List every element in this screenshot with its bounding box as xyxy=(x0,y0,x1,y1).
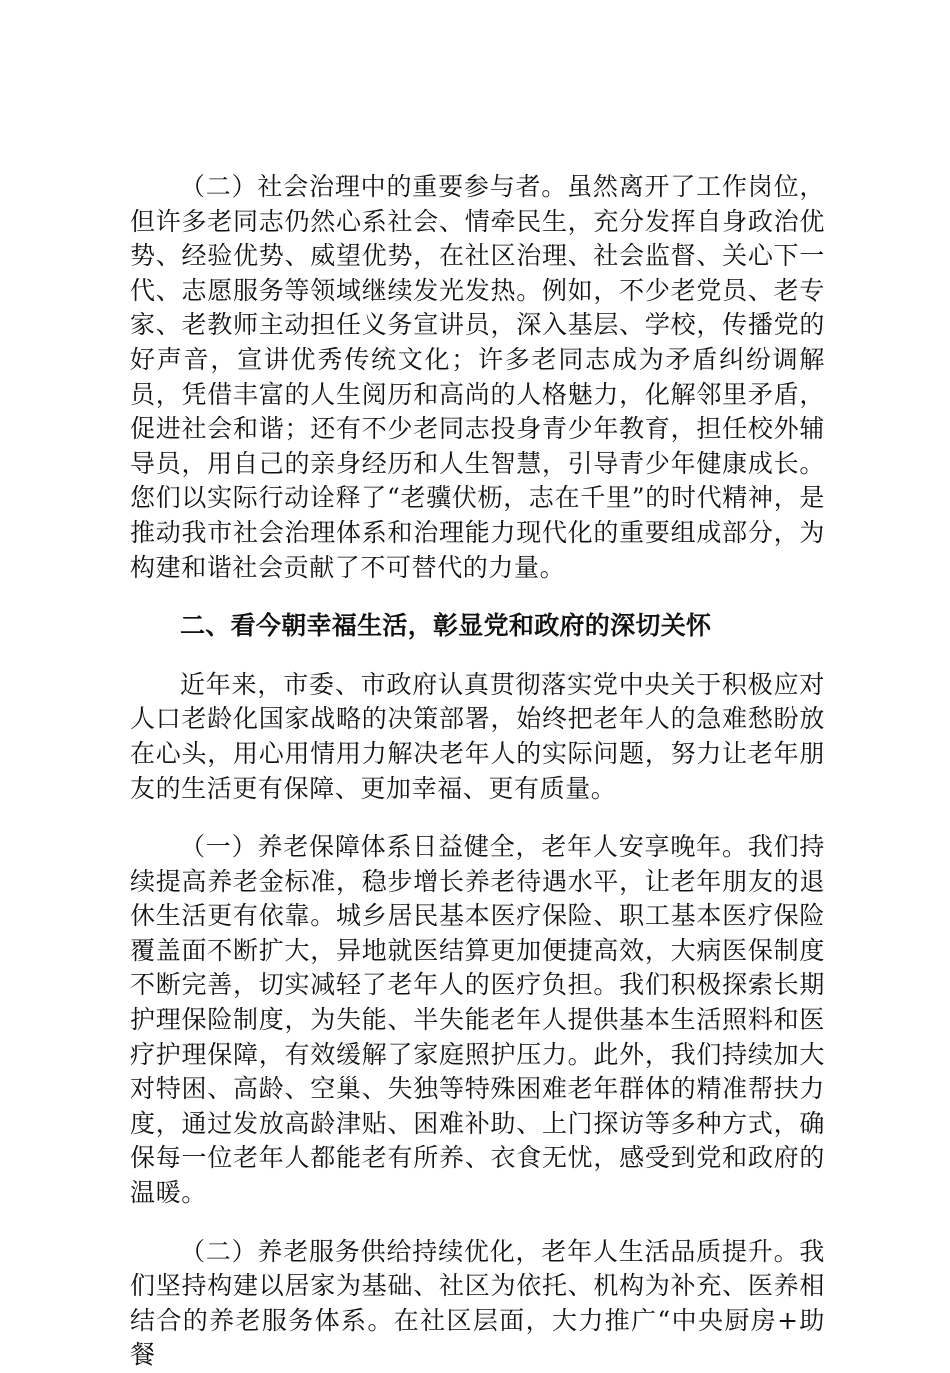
paragraph-spacer xyxy=(130,644,825,668)
paragraph-spacer xyxy=(130,806,825,830)
paragraph-spacer xyxy=(130,585,825,609)
document-body xyxy=(130,170,825,1373)
paragraph-spacer xyxy=(130,1211,825,1235)
paragraph-elderly-services: （二）养老服务供给持续优化，老年人生活品质提升。我们坚持构建以居家为基础、社区为依托、机构为补充、医养相结合的养老服务体系。在社区层面，大力推广“中央厨房+助餐 xyxy=(130,1236,825,1370)
paragraph-intro-recent-years: 近年来，市委、市政府认真贯彻落实党中央关于积极应对人口老龄化国家战略的决策部署，始终把老年人的急难愁盼放在心头，用心用情用力解决老年人的实际问题，努力让老年朋友的生活更有保障、更加幸福、更有质量。 xyxy=(130,669,825,803)
section-heading-2: 二、看今朝幸福生活，彰显党和政府的深切关怀 xyxy=(180,611,712,641)
paragraph-social-governance: （二）社会治理中的重要参与者。虽然离开了工作岗位，但许多老同志仍然心系社会、情牵民生，充分发挥自身政治优势、经验优势、威望优势，在社区治理、社会监督、关心下一代、志愿服务等领域继续发光发热。例如，不少老党员、老专家、老教师主动担任义务宣讲员，深入基层、学校，传播党的好声音，宣讲优秀传统文化；许多老同志成为矛盾纠纷调解员，凭借丰富的人生阅历和高尚的人格魅力，化解邻里矛盾，促进社会和谐；还有不少老同志投身青少年教育，担任校外辅导员，用自己的亲身经历和人生智慧，引导青少年健康成长。您们以实际行动诠释了“老骥伏枥，志在千里”的时代精神，是推动我市社会治理体系和治理能力现代化的重要组成部分，为构建和谐社会贡献了不可替代的力量。 xyxy=(130,172,825,582)
paragraph-pension-system: （一）养老保障体系日益健全，老年人安享晚年。我们持续提高养老金标准，稳步增长养老待遇水平，让老年朋友的退休生活更有依靠。城乡居民基本医疗保险、职工基本医疗保险覆盖面不断扩大，异地就医结算更加便捷高效，大病医保制度不断完善，切实减轻了老年人的医疗负担。我们积极探索长期护理保险制度，为失能、半失能老年人提供基本生活照料和医疗护理保障，有效缓解了家庭照护压力。此外，我们持续加大对特困、高龄、空巢、失独等特殊困难老年群体的精准帮扶力度，通过发放高龄津贴、困难补助、上门探访等多种方式，确保每一位老年人都能老有所养、衣食无忧，感受到党和政府的温暖。 xyxy=(130,832,825,1208)
